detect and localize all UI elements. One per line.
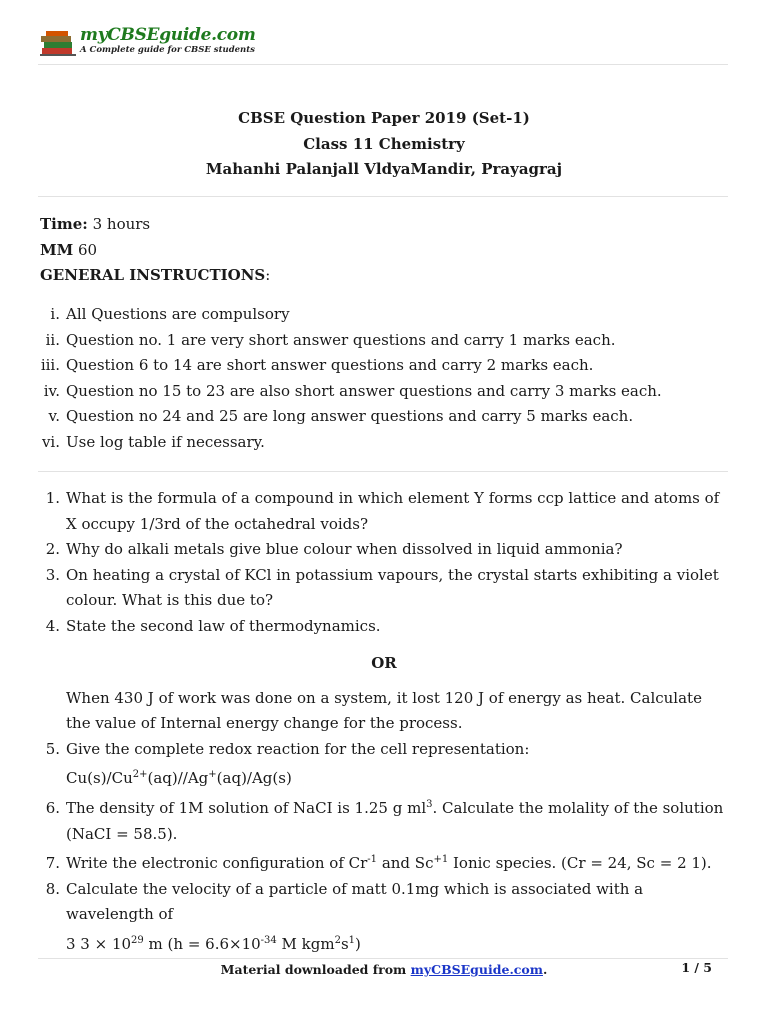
question-8: 8. Calculate the velocity of a particle of matt 0.1mg which is associated with a wavelength of 3 $3 \times 10^{29}$ m ($h = 6.6\times 10^{-34}$ M $kgm^2s^1$) [45,879,644,953]
cell-representation: $Cu(s)/Cu^{2+}(aq)//Ag^+(aq)/Ag(s)$ [66,769,292,788]
page-footer: Material downloaded from myCBSEguide.com. [220,962,548,977]
list-item: v. Question no 24 and 25 are long answer questions and carry 5 marks each. [48,407,634,426]
time-value: 3 hours [92,215,151,233]
site-header [38,24,728,64]
time-row [40,212,270,238]
question-2: 2. Why do alkali metals give blue colour when dissolved in liquid ammonia? [45,540,623,559]
marks-label: MM [40,240,74,259]
question-4: 4. State the second law of thermodynamics. [45,616,381,635]
paper-meta [40,212,270,289]
list-item: iv. Question no 15 to 23 are also short answer questions and carry 3 marks each. [43,381,662,400]
marks-row [40,238,270,264]
instructions-list [40,302,730,456]
logo-tagline: A Complete guide for CBSE students [80,45,255,55]
footer-divider [38,958,728,959]
question-6: 6. The density of 1M solution of NaCI is 1.25 g $ml^3$. Calculate the molality of the solution (NaCI = 58.5). [45,798,724,843]
logo-text[interactable]: myCBSEguide.com [80,25,256,45]
marks-value: 60 [78,240,98,259]
books-logo-icon [40,28,78,58]
footer-link[interactable]: myCBSEguide.com [410,962,543,977]
question-5: 5. Give the complete redox reaction for the cell representation: [45,739,530,758]
question-1: 1. What is the formula of a compound in which element Y forms ccp lattice and atoms of X occupy 1/3rd of the octahedral voids? [45,489,720,533]
paper-class: Class 11 Chemistry [303,134,465,153]
list-item: vi. Use log table if necessary. [41,432,265,451]
page-number: 1 / 5 [681,960,712,975]
question-3: 3. On heating a crystal of KCl in potassium vapours, the crystal starts exhibiting a violet colour. What is this due to? [45,565,719,610]
footer-text: Material downloaded from [220,962,411,977]
paper-title-block [0,106,768,183]
questions-list [40,486,730,958]
list-item: ii. Question no. 1 are very short answer questions and carry 1 marks each. [45,330,616,349]
instructions-heading: GENERAL INSTRUCTIONS: [40,266,271,284]
question-4-alternative: When 430 J of work was done on a system, it lost 120 J of energy as heat. Calculate the value of Internal energy change for the process. [66,688,702,733]
list-item: i. All Questions are compulsory [50,305,290,323]
title-divider [38,196,728,197]
instructions-divider [38,471,728,472]
paper-school: Mahanhi Palanjall VldyaMandir, Prayagraj [205,160,563,178]
header-divider [38,64,728,65]
or-separator: OR [371,653,397,672]
question-7: 7. Write the electronic configuration of $Cr^{-1}$ and $Sc^{+1}$ Ionic species. (Cr = 24, Sc = 2 1). [45,854,712,873]
list-item: iii. Question 6 to 14 are short answer questions and carry 2 marks each. [40,356,594,375]
time-label: Time: [40,215,88,233]
paper-title: CBSE Question Paper 2019 (Set-1) [238,109,530,127]
